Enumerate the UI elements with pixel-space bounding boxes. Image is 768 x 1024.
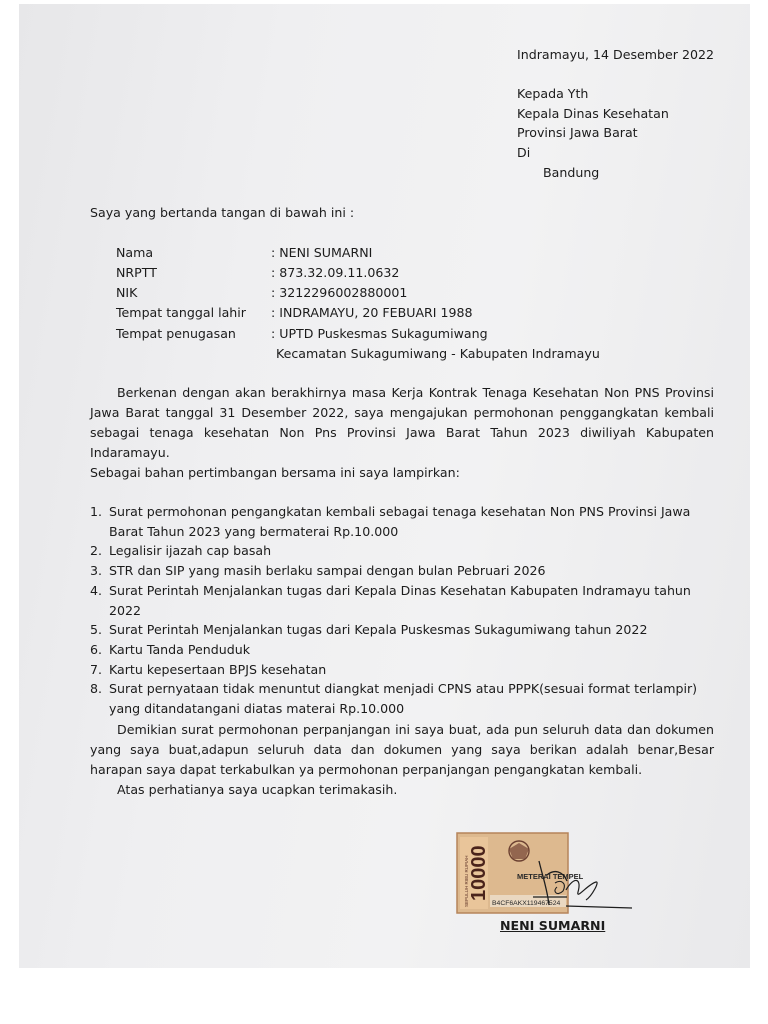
list-item [90,640,720,660]
field-label: Nama [116,245,154,260]
stamp-serial: B4CF6AKX119467524 [492,900,561,907]
list-item [90,561,720,581]
field-value: : 873.32.09.11.0632 [271,265,400,280]
stamp-small-text: SEPULUH RIBU RUPIAH [464,855,469,907]
letter-paper [19,4,750,968]
list-text: Kartu kepesertaan BPJS kesehatan [109,661,327,677]
field-label: Tempat tanggal lahir [116,305,246,320]
list-text: Kartu Tanda Penduduk [109,641,250,657]
field-label: NRPTT [116,265,157,280]
paragraph-text: Demikian surat permohonan perpanjangan ini saya buat, ada pun seluruh data dan dokumen yang saya buat,adapun seluruh data dan dokumen yang saya berikan adalah benar,Besar harapan saya dapat terkabulkan ya permohonan perpanjangan pengangkatan kembali. [90,722,714,777]
meterai-stamp [457,833,584,913]
list-number: 1. [90,504,103,519]
list-item [90,660,720,680]
list-number: 6. [90,641,103,657]
signatory-name: NENI SUMARNI [500,918,606,933]
recipient-city: Bandung [543,165,600,180]
thanks-line: Atas perhatianya saya ucapkan terimakasih. [117,782,398,797]
recipient-line: Kepala Dinas Kesehatan [517,106,669,121]
field-value: Kecamatan Sukagumiwang - Kabupaten Indramayu [276,346,600,361]
place-date: Indramayu, 14 Desember 2022 [517,47,715,62]
closing-paragraph [90,720,714,780]
list-item [90,679,720,718]
field-label: Tempat penugasan [116,326,236,341]
list-text: Legalisir ijazah cap basah [109,543,272,559]
stamp-label: METERAI TEMPEL [517,872,584,881]
field-value: : UPTD Puskesmas Sukagumiwang [271,326,488,341]
list-number: 3. [90,563,103,579]
list-item [90,620,720,640]
field-value: : INDRAMAYU, 20 FEBUARI 1988 [271,305,473,320]
list-text: Surat pernyataan tidak menuntut diangkat menjadi CPNS atau PPPK(sesuai format terlampir) yang ditandatangani diatas materai Rp.10.000 [109,681,698,717]
field-value: : NENI SUMARNI [271,245,373,260]
list-item [90,502,720,541]
list-number: 8. [90,681,103,697]
recipient-line: Di [517,145,531,160]
list-number: 4. [90,582,103,598]
list-number: 5. [90,622,103,638]
attachments-intro: Sebagai bahan pertimbangan bersama ini saya lampirkan: [90,465,460,480]
list-text: Surat permohonan pengangkatan kembali sebagai tenaga kesehatan Non PNS Provinsi Jawa Barat Tahun 2023 yang bermaterai Rp.10.000 [109,504,691,539]
list-text: Surat Perintah Menjalankan tugas dari Kepala Puskesmas Sukagumiwang tahun 2022 [109,622,648,638]
list-item [90,581,720,620]
intro-text: Saya yang bertanda tangan di bawah ini : [90,205,355,220]
stamp-value: 10000 [468,845,490,901]
list-number: 2. [90,543,103,559]
field-label: NIK [116,285,138,300]
list-number: 7. [90,661,103,677]
paragraph-text: Berkenan dengan akan berakhirnya masa Kerja Kontrak Tenaga Kesehatan Non PNS Provinsi Jawa Barat tanggal 31 Desember 2022, saya mengajukan permohonan penggangkatan kembali sebagai tenaga kesehatan Non Pns Provinsi Jawa Barat Tahun 2023 diwiliyah Kabupaten Indaramayu. [90,385,714,460]
attachments-list [90,502,720,719]
field-value: : 3212296002880001 [271,285,408,300]
list-text: Surat Perintah Menjalankan tugas dari Kepala Dinas Kesehatan Kabupaten Indramayu tahun 2022 [109,582,691,618]
signature-tail [566,870,636,915]
signature-stroke [566,880,632,908]
recipient-line: Kepada Yth [517,86,589,101]
list-text: STR dan SIP yang masih berlaku sampai dengan bulan Pebruari 2026 [109,563,546,579]
body-paragraph [90,383,714,463]
recipient-line: Provinsi Jawa Barat [517,125,638,140]
list-item [90,541,720,561]
